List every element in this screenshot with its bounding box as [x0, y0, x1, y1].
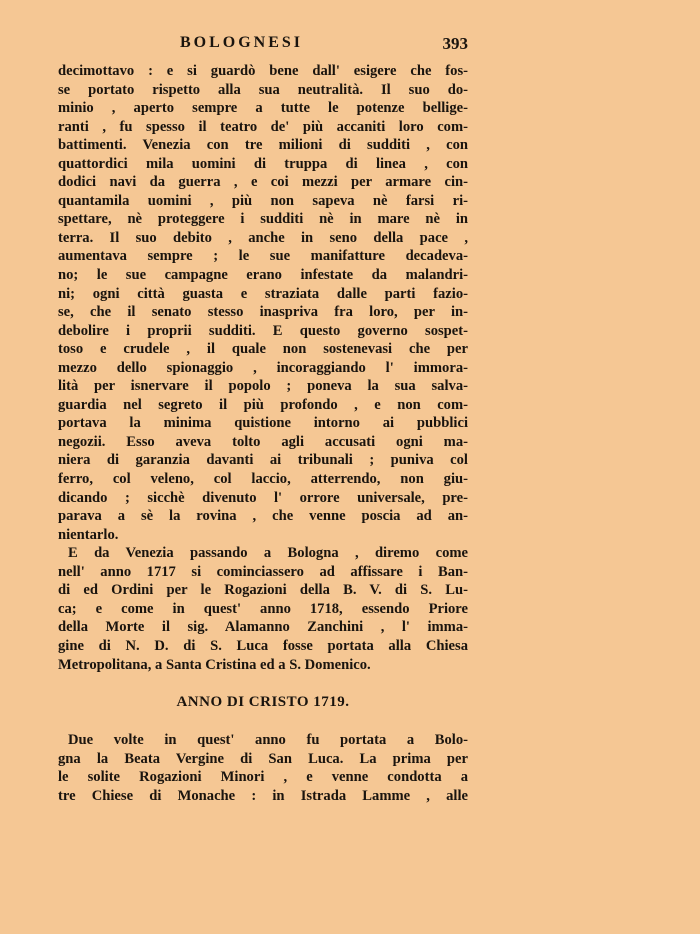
- text-line: nell' anno 1717 si cominciassero ad affissare i Ban-: [58, 563, 468, 580]
- text-line: battimenti. Venezia con tre milioni di sudditi , con: [58, 137, 468, 154]
- text-line: tre Chiese di Monache : in Istrada Lamme , alle: [58, 787, 468, 804]
- text-line: portava la minima quistione intorno ai pubblici: [58, 415, 468, 432]
- text-line: se portato rispetto alla sua neutralità. Il suo do-: [58, 81, 468, 98]
- text-line: ca; e come in quest' anno 1718, essendo Priore: [58, 600, 468, 617]
- text-line: decimottavo : e si guardò bene dall' esigere che fos-: [58, 63, 468, 79]
- text-line: quantamila uomini , più non sapeva nè farsi ri-: [58, 192, 468, 209]
- text-line: le solite Rogazioni Minori , e venne condotta a: [58, 769, 468, 786]
- text-line: debolire i proprii sudditi. E questo governo sospet-: [58, 322, 468, 339]
- text-line: gine di N. D. di S. Luca fosse portata alla Chiesa: [58, 637, 468, 654]
- section-heading-year-1719: ANNO DI CRISTO 1719.: [176, 694, 350, 711]
- text-line: aumentava sempre ; le sue manifatture decadeva-: [58, 248, 468, 265]
- paragraph-venice-government: [58, 62, 468, 544]
- text-line: lità per isnervare il popolo ; poneva la sua salva-: [58, 378, 468, 395]
- text-line: Metropolitana, a Santa Cristina ed a S. Domenico.: [58, 656, 371, 673]
- text-line: parava a sè la rovina , che venne poscia ad an-: [58, 508, 468, 525]
- text-line: ferro, col veleno, col laccio, atterrendo, non giu-: [58, 471, 468, 488]
- text-line: se, che il senato stesso inaspriva fra loro, per in-: [58, 304, 468, 321]
- text-line: ranti , fu spesso il teatro de' più accaniti loro com-: [58, 118, 468, 135]
- text-line: toso e crudele , il quale non sostenevasi che per: [58, 341, 468, 358]
- paragraph-rogations-1718: [58, 544, 468, 674]
- text-line: della Morte il sig. Alamanno Zanchini , l' imma-: [58, 619, 468, 636]
- text-line: ni; ogni città guasta e straziata dalle parti fazio-: [58, 285, 468, 302]
- page-number: 393: [442, 34, 468, 53]
- text-line: mezzo dello spionaggio , incoraggiando l' immora-: [58, 359, 468, 376]
- text-line: terra. Il suo debito , anche in seno della pace ,: [58, 229, 468, 246]
- text-line: Due volte in quest' anno fu portata a Bolo-: [68, 732, 468, 749]
- text-line: E da Venezia passando a Bologna , diremo come: [68, 545, 468, 562]
- text-line: nientarlo.: [58, 526, 119, 543]
- text-line: minio , aperto sempre a tutte le potenze bellige-: [58, 100, 468, 117]
- book-page: [58, 34, 468, 805]
- text-line: spettare, nè proteggere i sudditi nè in mare nè in: [58, 211, 468, 228]
- text-line: di ed Ordini per le Rogazioni della B. V. di S. Lu-: [58, 582, 468, 599]
- running-head-title: BOLOGNESI: [180, 34, 304, 51]
- text-line: guardia nel segreto il più profondo , e non com-: [58, 396, 468, 413]
- text-line: gna la Beata Vergine di San Luca. La prima per: [58, 750, 468, 767]
- text-line: quattordici mila uomini di truppa di linea , con: [58, 155, 468, 172]
- text-line: dicando ; sicchè divenuto l' orrore universale, pre-: [58, 489, 468, 506]
- paragraph-year-1719: [58, 731, 468, 805]
- running-head: [58, 34, 468, 62]
- text-line: negozii. Esso aveva tolto agli accusati ogni ma-: [58, 433, 468, 450]
- text-line: dodici navi da guerra , e coi mezzi per armare cin-: [58, 174, 468, 191]
- text-line: niera di garanzia davanti ai tribunali ; puniva col: [58, 452, 468, 469]
- text-line: no; le sue campagne erano infestate da malandri-: [58, 267, 468, 284]
